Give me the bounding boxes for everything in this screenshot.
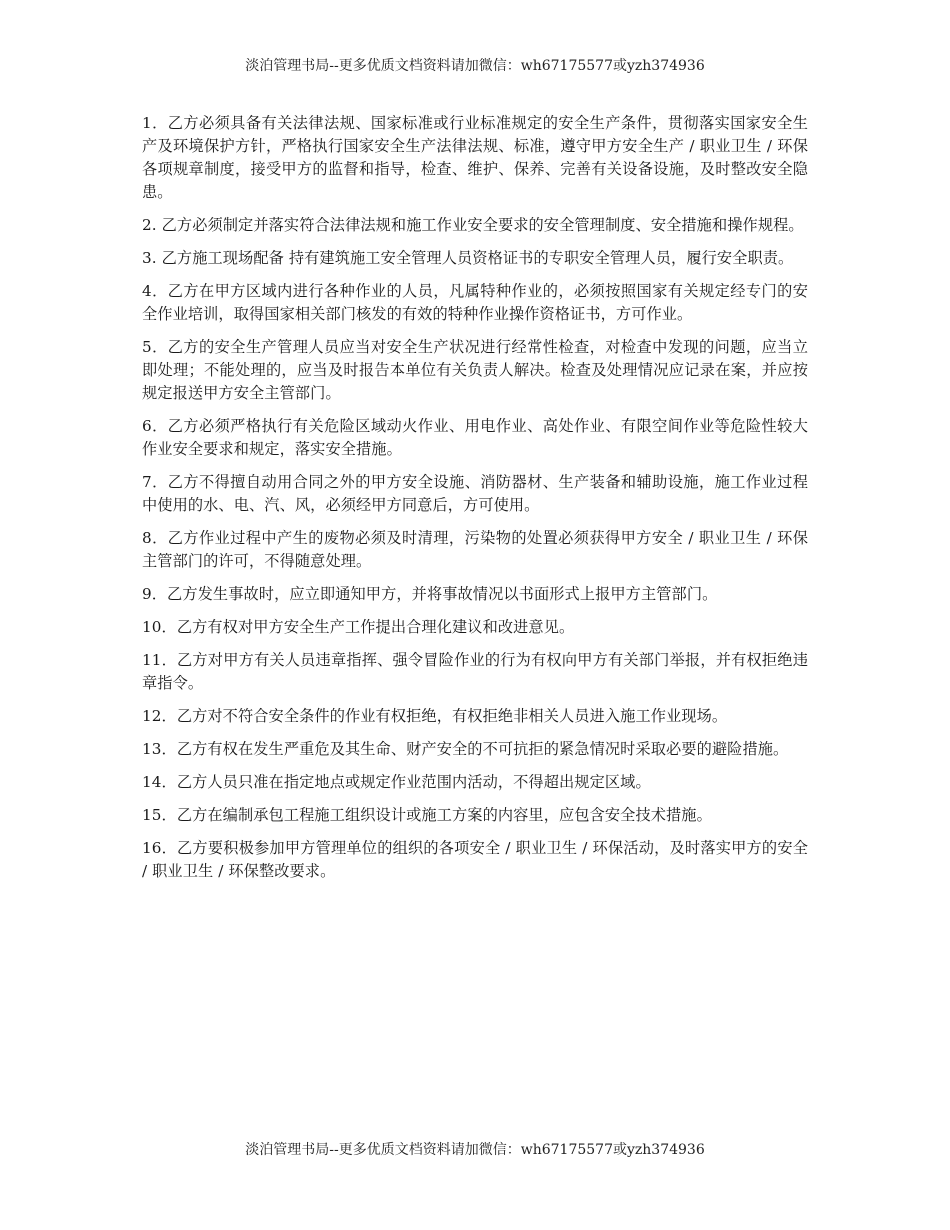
page-footer: 淡泊管理书局--更多优质文档资料请加微信：wh67175577或yzh374936 <box>245 1142 705 1158</box>
page-header: 淡泊管理书局--更多优质文档资料请加微信：wh67175577或yzh374936 <box>245 58 705 74</box>
clause-15: 15．乙方在编制承包工程施工组织设计或施工方案的内容里，应包含安全技术措施。 <box>142 806 712 824</box>
clause-1: 1．乙方必须具备有关法律法规、国家标准或行业标准规定的安全生产条件，贯彻落实国家安全生产及环境保护方针，严格执行国家安全生产法律法规、标准，遵守甲方安全生产 / 职业卫生 / 环保各项规章制度，接受甲方的监督和指导，检查、维护、保养、完善有关设备设施，及时整改安全隐患。 <box>142 114 808 201</box>
clause-3: 3. 乙方施工现场配备 持有建筑施工安全管理人员资格证书的专职安全管理人员，履行安全职责。 <box>142 249 794 267</box>
clause-14: 14．乙方人员只准在指定地点或规定作业范围内活动，不得超出规定区域。 <box>142 773 651 791</box>
clause-4: 4．乙方在甲方区域内进行各种作业的人员，凡属特种作业的，必须按照国家有关规定经专门的安全作业培训，取得国家相关部门核发的有效的特种作业操作资格证书，方可作业。 <box>142 282 808 323</box>
clause-9: 9．乙方发生事故时，应立即通知甲方，并将事故情况以书面形式上报甲方主管部门。 <box>142 585 718 603</box>
clause-2: 2. 乙方必须制定并落实符合法律法规和施工作业安全要求的安全管理制度、安全措施和操作规程。 <box>142 216 804 234</box>
clause-6: 6．乙方必须严格执行有关危险区域动火作业、用电作业、高处作业、有限空间作业等危险性较大作业安全要求和规定，落实安全措施。 <box>142 417 808 458</box>
clause-10: 10．乙方有权对甲方安全生产工作提出合理化建议和改进意见。 <box>142 618 575 636</box>
document-body <box>142 112 808 893</box>
clause-5: 5．乙方的安全生产管理人员应当对安全生产状况进行经常性检查，对检查中发现的问题，应当立即处理；不能处理的，应当及时报告本单位有关负责人解决。检查及处理情况应记录在案，并应按规定报送甲方安全主管部门。 <box>142 338 808 402</box>
clause-16: 16．乙方要积极参加甲方管理单位的组织的各项安全 / 职业卫生 / 环保活动，及时落实甲方的安全 / 职业卫生 / 环保整改要求。 <box>142 839 808 880</box>
clause-12: 12．乙方对不符合安全条件的作业有权拒绝，有权拒绝非相关人员进入施工作业现场。 <box>142 707 728 725</box>
clause-13: 13．乙方有权在发生严重危及其生命、财产安全的不可抗拒的紧急情况时采取必要的避险措施。 <box>142 740 789 758</box>
clause-11: 11．乙方对甲方有关人员违章指挥、强令冒险作业的行为有权向甲方有关部门举报，并有权拒绝违章指令。 <box>142 651 808 692</box>
clause-7: 7．乙方不得擅自动用合同之外的甲方安全设施、消防器材、生产装备和辅助设施，施工作业过程中使用的水、电、汽、风，必须经甲方同意后，方可使用。 <box>142 473 808 514</box>
clause-8: 8．乙方作业过程中产生的废物必须及时清理，污染物的处置必须获得甲方安全 / 职业卫生 / 环保主管部门的许可，不得随意处理。 <box>142 529 808 570</box>
